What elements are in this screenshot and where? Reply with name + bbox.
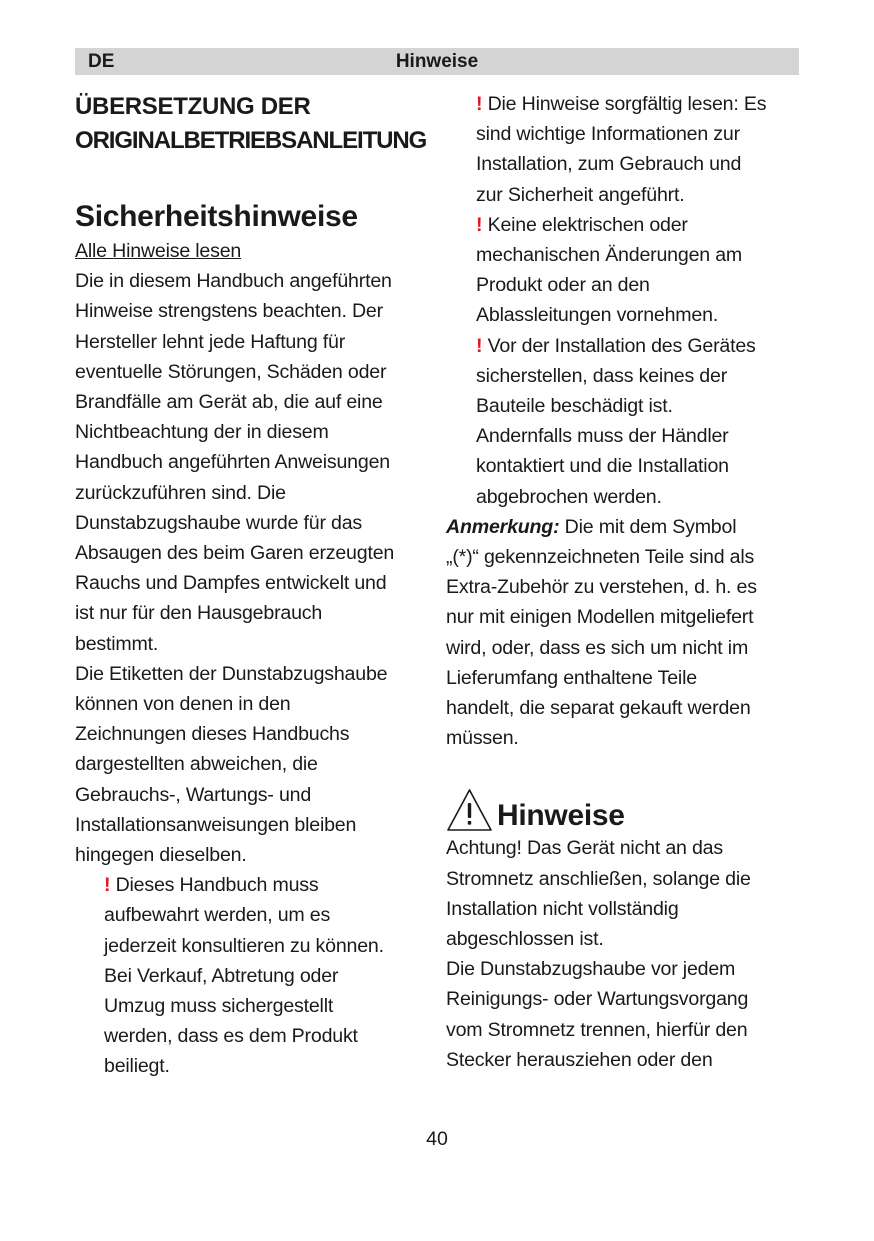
text-line: Absaugen des beim Garen erzeugten (75, 542, 395, 565)
text-line: Umzug muss sichergestellt (104, 995, 334, 1018)
text-line: Installationsanweisungen bleiben (75, 813, 357, 836)
text-line: Handbuch angeführten Anweisungen (75, 451, 390, 474)
header-language: DE (88, 51, 115, 72)
text-line (476, 89, 806, 119)
text-line: zur Sicherheit angeführt. (476, 183, 685, 206)
warning-bullet-keep-manual (75, 870, 430, 1081)
text-line: Produkt oder an den (476, 274, 650, 297)
document-title (75, 90, 430, 158)
warning-bullet-check-components (446, 331, 806, 512)
text-line (476, 210, 806, 240)
document-title-line-2: ORIGINALBETRIEBSANLEITUNG (75, 127, 427, 154)
text-line: Die in diesem Handbuch angeführten (75, 270, 392, 293)
warning-bullet-read-carefully (446, 89, 806, 210)
text-line (104, 870, 430, 900)
text-line: Ablassleitungen vornehmen. (476, 304, 719, 327)
page-number: 40 (426, 1128, 448, 1150)
warning-triangle-icon (446, 788, 493, 833)
text-line: eventuelle Störungen, Schäden oder (75, 360, 387, 383)
text-line: „(*)“ gekennzeichneten Teile sind als (446, 546, 755, 569)
text-line: sicherstellen, dass keines der (476, 364, 728, 387)
document-title-line-1: ÜBERSETZUNG DER (75, 93, 311, 120)
text-line: Installation, zum Gebrauch und (476, 153, 742, 176)
text-line: Andernfalls muss der Händler (476, 425, 729, 448)
right-column (446, 89, 806, 1075)
exclamation-mark-icon: ! (476, 334, 483, 357)
text-line: dargestellten abweichen, die (75, 753, 318, 776)
text-line: aufbewahrt werden, um es (104, 904, 331, 927)
text-line: Dunstabzugshaube wurde für das (75, 511, 363, 534)
text-line: Die Dunstabzugshaube vor jedem (446, 958, 736, 981)
text-line: Installation nicht vollständig (446, 897, 679, 920)
exclamation-mark-icon: ! (104, 874, 111, 897)
note-paragraph (446, 512, 806, 754)
text-line: abgeschlossen ist. (446, 928, 604, 951)
text-line: Hersteller lehnt jede Haftung für (75, 330, 346, 353)
text-line: ist nur für den Hausgebrauch (75, 602, 323, 625)
text-line: Gebrauchs-, Wartungs- und (75, 783, 312, 806)
text-line: abgebrochen werden. (476, 485, 662, 508)
text-line: mechanischen Änderungen am (476, 244, 743, 267)
text-line: Stromnetz anschließen, solange die (446, 867, 751, 890)
text-line: Bei Verkauf, Abtretung oder (104, 964, 339, 987)
text-line: Lieferumfang enthaltene Teile (446, 666, 697, 689)
text-line (476, 331, 806, 361)
text-line: Reinigungs- oder Wartungsvorgang (446, 988, 749, 1011)
text-line (446, 512, 806, 542)
text-line: vom Stromnetz trennen, hierfür den (446, 1018, 748, 1041)
warning-bullet-no-modifications (446, 210, 806, 331)
bullet-text: Vor der Installation des Gerätes (487, 334, 756, 357)
text-line: Hinweise strengstens beachten. Der (75, 300, 383, 323)
exclamation-mark-icon: ! (476, 93, 483, 115)
page-header (75, 48, 799, 75)
text-line: müssen. (446, 727, 519, 750)
text-line: können von denen in den (75, 693, 291, 716)
text-line: beiliegt. (104, 1055, 170, 1078)
bullet-text: Dieses Handbuch muss (115, 874, 319, 897)
text-line: Zeichnungen dieses Handbuchs (75, 723, 350, 746)
note-label: Anmerkung: (446, 515, 560, 538)
bullet-text: Die Hinweise sorgfältig lesen: Es (487, 93, 767, 115)
paragraph-power-warning (446, 833, 806, 954)
text-line: jederzeit konsultieren zu können. (104, 934, 384, 957)
paragraph-liability (75, 266, 430, 659)
text-line: wird, oder, dass es sich um nicht im (446, 636, 749, 659)
note-text: Die mit dem Symbol (564, 515, 737, 538)
text-line: Achtung! Das Gerät nicht an das (446, 837, 723, 860)
text-line: bestimmt. (75, 632, 159, 655)
text-line: Die Etiketten der Dunstabzugshaube (75, 662, 388, 685)
text-line: hingegen dieselben. (75, 844, 247, 867)
section-heading-safety: Sicherheitshinweise (75, 200, 358, 233)
left-column (75, 90, 430, 1082)
header-title: Hinweise (395, 51, 479, 72)
text-line: nur mit einigen Modellen mitgeliefert (446, 606, 754, 629)
section-heading-notes (446, 783, 806, 833)
text-line: Rauchs und Dampfes entwickelt und (75, 572, 387, 595)
text-line: zurückzuführen sind. Die (75, 481, 286, 504)
exclamation-mark-icon: ! (476, 213, 483, 236)
subheading-read-all: Alle Hinweise lesen (75, 240, 242, 262)
text-line: Nichtbeachtung der in diesem (75, 421, 329, 444)
paragraph-labels (75, 659, 430, 870)
text-line: Bauteile beschädigt ist. (476, 395, 673, 418)
paragraph-disconnect (446, 954, 806, 1075)
text-line: handelt, die separat gekauft werden (446, 697, 751, 720)
text-line: sind wichtige Informationen zur (476, 123, 740, 146)
text-line: werden, dass es dem Produkt (104, 1025, 358, 1048)
notes-heading-text: Hinweise (497, 799, 625, 833)
text-line: Extra-Zubehör zu verstehen, d. h. es (446, 576, 757, 599)
text-line: Stecker herausziehen oder den (446, 1048, 713, 1071)
text-line: kontaktiert und die Installation (476, 455, 729, 478)
bullet-text: Keine elektrischen oder (487, 213, 688, 236)
text-line: Brandfälle am Gerät ab, die auf eine (75, 391, 383, 414)
